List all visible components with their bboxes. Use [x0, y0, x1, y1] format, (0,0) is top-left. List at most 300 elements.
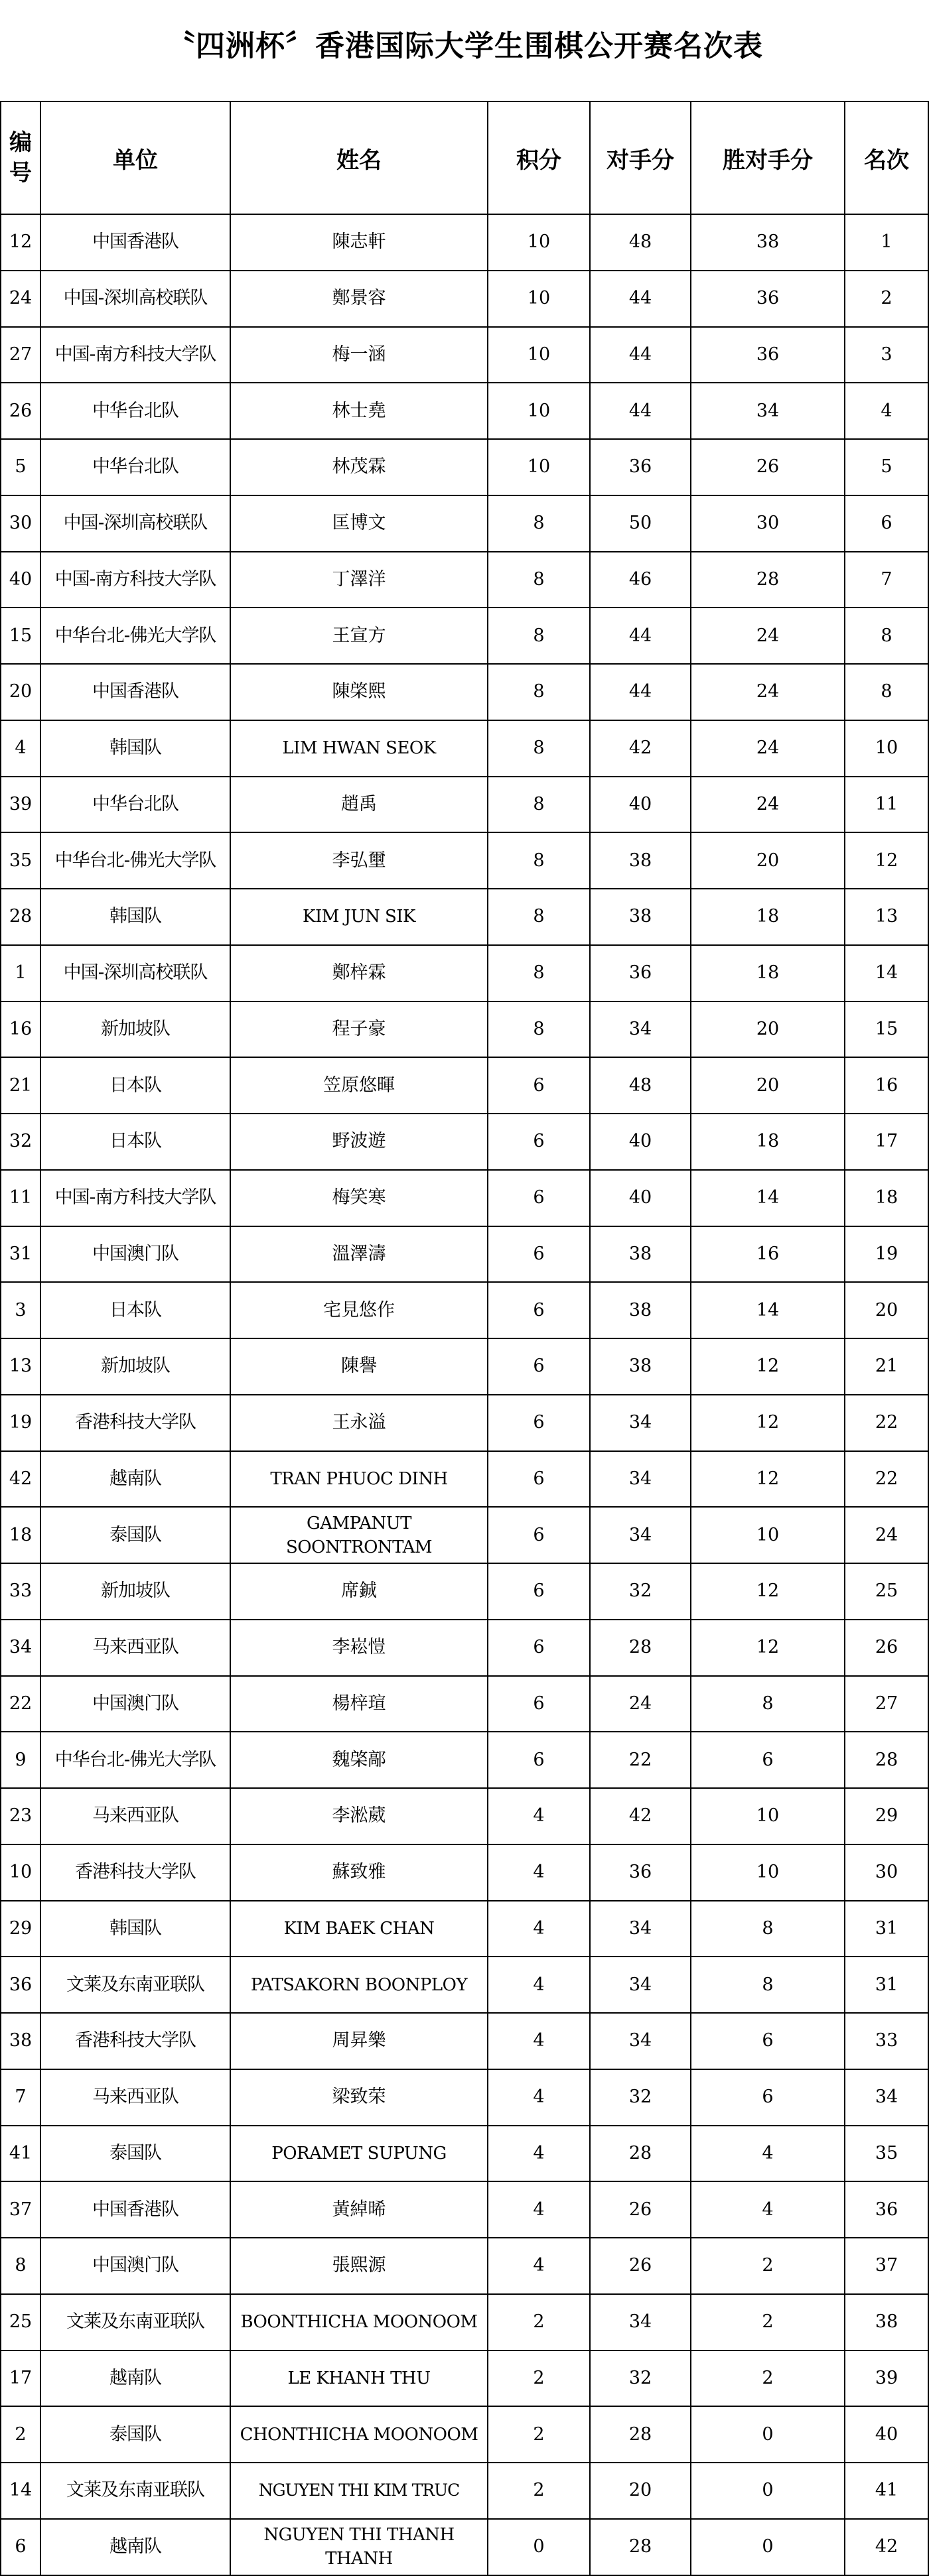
cell-rank: 30 [845, 1844, 928, 1901]
cell-player-name: TRAN PHUOC DINH [230, 1451, 488, 1508]
table-row [1, 1676, 928, 1732]
cell-rank: 35 [845, 2126, 928, 2182]
cell-number: 20 [1, 664, 40, 720]
cell-unit: 文莱及东南亚联队 [40, 2294, 230, 2351]
cell-player-name: GAMPANUT SOONTRONTAM [230, 1507, 488, 1563]
cell-number: 17 [1, 2351, 40, 2407]
cell-opponent-score: 38 [590, 1226, 691, 1283]
cell-win-opponent-score: 0 [691, 2406, 845, 2463]
cell-unit: 新加坡队 [40, 1001, 230, 1058]
cell-unit: 新加坡队 [40, 1338, 230, 1395]
cell-points: 6 [488, 1114, 590, 1170]
table-row [1, 1844, 928, 1901]
cell-opponent-score: 38 [590, 832, 691, 889]
cell-unit: 中华台北队 [40, 439, 230, 495]
cell-rank: 27 [845, 1676, 928, 1732]
cell-opponent-score: 36 [590, 1844, 691, 1901]
cell-number: 41 [1, 2126, 40, 2182]
cell-number: 1 [1, 945, 40, 1001]
cell-win-opponent-score: 38 [691, 214, 845, 271]
table-row [1, 2519, 928, 2575]
cell-rank: 17 [845, 1114, 928, 1170]
cell-rank: 36 [845, 2181, 928, 2238]
cell-rank: 22 [845, 1395, 928, 1451]
cell-points: 6 [488, 1282, 590, 1338]
cell-opponent-score: 40 [590, 777, 691, 833]
cell-rank: 40 [845, 2406, 928, 2463]
cell-win-opponent-score: 0 [691, 2519, 845, 2575]
cell-number: 15 [1, 608, 40, 664]
cell-opponent-score: 34 [590, 1451, 691, 1508]
cell-number: 16 [1, 1001, 40, 1058]
cell-number: 12 [1, 214, 40, 271]
cell-rank: 38 [845, 2294, 928, 2351]
cell-rank: 37 [845, 2238, 928, 2294]
cell-number: 25 [1, 2294, 40, 2351]
cell-points: 8 [488, 664, 590, 720]
table-row [1, 1395, 928, 1451]
table-row [1, 2069, 928, 2126]
cell-rank: 26 [845, 1620, 928, 1676]
cell-player-name: 張熙源 [230, 2238, 488, 2294]
cell-unit: 马来西亚队 [40, 1788, 230, 1844]
cell-unit: 中国-深圳高校联队 [40, 271, 230, 327]
cell-unit: 中国-深圳高校联队 [40, 945, 230, 1001]
cell-points: 0 [488, 2519, 590, 2575]
cell-rank: 41 [845, 2463, 928, 2519]
cell-rank: 31 [845, 1901, 928, 1957]
cell-player-name: 周昇樂 [230, 2013, 488, 2069]
cell-opponent-score: 24 [590, 1676, 691, 1732]
cell-win-opponent-score: 10 [691, 1844, 845, 1901]
cell-win-opponent-score: 20 [691, 832, 845, 889]
cell-win-opponent-score: 24 [691, 720, 845, 777]
cell-points: 6 [488, 1395, 590, 1451]
table-row [1, 1732, 928, 1788]
cell-opponent-score: 36 [590, 439, 691, 495]
cell-win-opponent-score: 8 [691, 1676, 845, 1732]
cell-win-opponent-score: 10 [691, 1507, 845, 1563]
table-row [1, 1057, 928, 1114]
cell-player-name: 笠原悠暉 [230, 1057, 488, 1114]
cell-number: 23 [1, 1788, 40, 1844]
cell-points: 2 [488, 2294, 590, 2351]
cell-win-opponent-score: 4 [691, 2181, 845, 2238]
cell-player-name: CHONTHICHA MOONOOM [230, 2406, 488, 2463]
table-row [1, 1226, 928, 1283]
cell-opponent-score: 28 [590, 2126, 691, 2182]
cell-number: 38 [1, 2013, 40, 2069]
cell-number: 36 [1, 1957, 40, 2013]
table-row [1, 777, 928, 833]
header-opponent-score: 对手分 [590, 101, 691, 214]
cell-rank: 8 [845, 608, 928, 664]
table-row [1, 889, 928, 945]
cell-rank: 25 [845, 1563, 928, 1620]
table-header-row [1, 101, 928, 214]
cell-points: 8 [488, 495, 590, 552]
cell-win-opponent-score: 24 [691, 777, 845, 833]
table-row [1, 2181, 928, 2238]
header-points: 积分 [488, 101, 590, 214]
table-row [1, 271, 928, 327]
cell-player-name: 野波遊 [230, 1114, 488, 1170]
cell-unit: 中华台北队 [40, 777, 230, 833]
cell-unit: 中华台北队 [40, 383, 230, 439]
cell-rank: 16 [845, 1057, 928, 1114]
cell-player-name: 程子豪 [230, 1001, 488, 1058]
cell-opponent-score: 34 [590, 1395, 691, 1451]
table-row [1, 439, 928, 495]
cell-opponent-score: 46 [590, 552, 691, 608]
page-title: 〝四洲杯〞香港国际大学生围棋公开赛名次表 [166, 29, 763, 63]
cell-number: 19 [1, 1395, 40, 1451]
cell-win-opponent-score: 36 [691, 327, 845, 383]
table-row [1, 2406, 928, 2463]
cell-unit: 中华台北-佛光大学队 [40, 1732, 230, 1788]
cell-opponent-score: 42 [590, 1788, 691, 1844]
cell-unit: 中国香港队 [40, 664, 230, 720]
cell-player-name: 梅一涵 [230, 327, 488, 383]
table-row [1, 1114, 928, 1170]
cell-points: 6 [488, 1226, 590, 1283]
cell-opponent-score: 48 [590, 214, 691, 271]
cell-opponent-score: 42 [590, 720, 691, 777]
cell-player-name: 席鋮 [230, 1563, 488, 1620]
cell-rank: 39 [845, 2351, 928, 2407]
cell-unit: 新加坡队 [40, 1563, 230, 1620]
cell-player-name: 蘇致雅 [230, 1844, 488, 1901]
cell-win-opponent-score: 20 [691, 1001, 845, 1058]
cell-unit: 泰国队 [40, 2126, 230, 2182]
cell-number: 10 [1, 1844, 40, 1901]
table-row [1, 1620, 928, 1676]
cell-rank: 4 [845, 383, 928, 439]
cell-opponent-score: 44 [590, 383, 691, 439]
cell-player-name: PORAMET SUPUNG [230, 2126, 488, 2182]
cell-player-name: 李弘壐 [230, 832, 488, 889]
cell-win-opponent-score: 28 [691, 552, 845, 608]
cell-player-name: 溫澤濤 [230, 1226, 488, 1283]
cell-points: 4 [488, 1788, 590, 1844]
cell-rank: 15 [845, 1001, 928, 1058]
cell-player-name: 匡博文 [230, 495, 488, 552]
cell-win-opponent-score: 12 [691, 1395, 845, 1451]
cell-unit: 马来西亚队 [40, 1620, 230, 1676]
cell-number: 24 [1, 271, 40, 327]
cell-rank: 24 [845, 1507, 928, 1563]
cell-unit: 日本队 [40, 1114, 230, 1170]
cell-number: 30 [1, 495, 40, 552]
table-row [1, 495, 928, 552]
cell-player-name: 宅見悠作 [230, 1282, 488, 1338]
cell-unit: 香港科技大学队 [40, 1395, 230, 1451]
cell-win-opponent-score: 12 [691, 1451, 845, 1508]
cell-player-name: KIM JUN SIK [230, 889, 488, 945]
cell-rank: 21 [845, 1338, 928, 1395]
cell-rank: 13 [845, 889, 928, 945]
cell-opponent-score: 50 [590, 495, 691, 552]
cell-win-opponent-score: 24 [691, 608, 845, 664]
cell-win-opponent-score: 24 [691, 664, 845, 720]
cell-unit: 韩国队 [40, 720, 230, 777]
cell-player-name: 陳志軒 [230, 214, 488, 271]
cell-win-opponent-score: 4 [691, 2126, 845, 2182]
cell-opponent-score: 26 [590, 2181, 691, 2238]
cell-opponent-score: 38 [590, 1338, 691, 1395]
table-row [1, 2126, 928, 2182]
cell-points: 6 [488, 1057, 590, 1114]
cell-number: 33 [1, 1563, 40, 1620]
table-row [1, 2013, 928, 2069]
table-row [1, 608, 928, 664]
cell-points: 10 [488, 327, 590, 383]
header-rank: 名次 [845, 101, 928, 214]
cell-points: 6 [488, 1507, 590, 1563]
cell-rank: 2 [845, 271, 928, 327]
cell-win-opponent-score: 12 [691, 1620, 845, 1676]
cell-win-opponent-score: 8 [691, 1901, 845, 1957]
cell-unit: 韩国队 [40, 889, 230, 945]
cell-unit: 中国澳门队 [40, 2238, 230, 2294]
table-row [1, 945, 928, 1001]
cell-points: 8 [488, 832, 590, 889]
cell-opponent-score: 44 [590, 608, 691, 664]
cell-number: 2 [1, 2406, 40, 2463]
cell-win-opponent-score: 20 [691, 1057, 845, 1114]
cell-points: 10 [488, 383, 590, 439]
cell-opponent-score: 48 [590, 1057, 691, 1114]
cell-points: 6 [488, 1451, 590, 1508]
cell-player-name: 王宣方 [230, 608, 488, 664]
cell-unit: 文莱及东南亚联队 [40, 1957, 230, 2013]
cell-player-name: 黃綽晞 [230, 2181, 488, 2238]
cell-points: 2 [488, 2406, 590, 2463]
cell-rank: 33 [845, 2013, 928, 2069]
cell-player-name: 趙禹 [230, 777, 488, 833]
cell-points: 6 [488, 1338, 590, 1395]
cell-opponent-score: 20 [590, 2463, 691, 2519]
cell-number: 18 [1, 1507, 40, 1563]
cell-rank: 20 [845, 1282, 928, 1338]
cell-points: 8 [488, 552, 590, 608]
cell-opponent-score: 22 [590, 1732, 691, 1788]
cell-opponent-score: 38 [590, 889, 691, 945]
table-row [1, 832, 928, 889]
cell-number: 9 [1, 1732, 40, 1788]
cell-points: 4 [488, 2069, 590, 2126]
cell-win-opponent-score: 14 [691, 1282, 845, 1338]
cell-player-name: 陳棨熙 [230, 664, 488, 720]
table-row [1, 1563, 928, 1620]
cell-rank: 11 [845, 777, 928, 833]
cell-opponent-score: 36 [590, 945, 691, 1001]
table-row [1, 1788, 928, 1844]
cell-player-name: 梅笑寒 [230, 1170, 488, 1226]
cell-win-opponent-score: 18 [691, 889, 845, 945]
cell-unit: 泰国队 [40, 1507, 230, 1563]
cell-points: 4 [488, 2238, 590, 2294]
cell-points: 6 [488, 1732, 590, 1788]
table-row [1, 2351, 928, 2407]
header-unit: 单位 [40, 101, 230, 214]
cell-rank: 22 [845, 1451, 928, 1508]
header-number-label: 编号 [9, 129, 32, 186]
cell-points: 4 [488, 2126, 590, 2182]
cell-win-opponent-score: 2 [691, 2294, 845, 2351]
cell-player-name: BOONTHICHA MOONOOM [230, 2294, 488, 2351]
cell-win-opponent-score: 0 [691, 2463, 845, 2519]
cell-opponent-score: 44 [590, 271, 691, 327]
cell-opponent-score: 40 [590, 1114, 691, 1170]
cell-unit: 中国-南方科技大学队 [40, 1170, 230, 1226]
cell-number: 29 [1, 1901, 40, 1957]
cell-win-opponent-score: 8 [691, 1957, 845, 2013]
cell-number: 42 [1, 1451, 40, 1508]
header-number [1, 101, 40, 214]
table-row [1, 664, 928, 720]
cell-win-opponent-score: 2 [691, 2238, 845, 2294]
cell-points: 10 [488, 439, 590, 495]
cell-points: 6 [488, 1620, 590, 1676]
cell-points: 4 [488, 1901, 590, 1957]
cell-player-name: 鄭梓霖 [230, 945, 488, 1001]
cell-rank: 42 [845, 2519, 928, 2575]
cell-win-opponent-score: 2 [691, 2351, 845, 2407]
cell-player-name: PATSAKORN BOONPLOY [230, 1957, 488, 2013]
cell-rank: 10 [845, 720, 928, 777]
cell-points: 4 [488, 2013, 590, 2069]
cell-points: 10 [488, 214, 590, 271]
cell-player-name: LIM HWAN SEOK [230, 720, 488, 777]
cell-player-name: LE KHANH THU [230, 2351, 488, 2407]
table-row [1, 720, 928, 777]
cell-player-name: 丁澤洋 [230, 552, 488, 608]
table-row [1, 1901, 928, 1957]
table-row [1, 1507, 928, 1563]
cell-number: 28 [1, 889, 40, 945]
cell-number: 31 [1, 1226, 40, 1283]
table-row [1, 552, 928, 608]
cell-unit: 中国澳门队 [40, 1226, 230, 1283]
cell-unit: 中华台北-佛光大学队 [40, 832, 230, 889]
cell-points: 8 [488, 777, 590, 833]
cell-points: 8 [488, 1001, 590, 1058]
cell-rank: 18 [845, 1170, 928, 1226]
cell-win-opponent-score: 6 [691, 1732, 845, 1788]
cell-number: 4 [1, 720, 40, 777]
cell-rank: 8 [845, 664, 928, 720]
cell-number: 7 [1, 2069, 40, 2126]
table-row [1, 1338, 928, 1395]
ranking-table [0, 101, 929, 2576]
cell-opponent-score: 34 [590, 2013, 691, 2069]
cell-player-name: 楊梓瑄 [230, 1676, 488, 1732]
cell-points: 2 [488, 2463, 590, 2519]
cell-points: 8 [488, 720, 590, 777]
cell-rank: 31 [845, 1957, 928, 2013]
cell-number: 34 [1, 1620, 40, 1676]
cell-opponent-score: 34 [590, 1957, 691, 2013]
cell-opponent-score: 32 [590, 2069, 691, 2126]
cell-points: 6 [488, 1563, 590, 1620]
cell-player-name: 陳譽 [230, 1338, 488, 1395]
cell-unit: 香港科技大学队 [40, 1844, 230, 1901]
cell-unit: 中国香港队 [40, 214, 230, 271]
cell-points: 10 [488, 271, 590, 327]
cell-player-name: 林士堯 [230, 383, 488, 439]
cell-player-name: NGUYEN THI KIM TRUC [230, 2463, 488, 2519]
cell-rank: 29 [845, 1788, 928, 1844]
cell-rank: 3 [845, 327, 928, 383]
cell-points: 6 [488, 1676, 590, 1732]
cell-win-opponent-score: 6 [691, 2013, 845, 2069]
table-row [1, 1957, 928, 2013]
cell-player-name: 李淞葳 [230, 1788, 488, 1844]
cell-rank: 5 [845, 439, 928, 495]
cell-win-opponent-score: 18 [691, 945, 845, 1001]
cell-number: 26 [1, 383, 40, 439]
cell-number: 40 [1, 552, 40, 608]
cell-number: 14 [1, 2463, 40, 2519]
cell-number: 22 [1, 1676, 40, 1732]
cell-win-opponent-score: 36 [691, 271, 845, 327]
cell-number: 27 [1, 327, 40, 383]
table-row [1, 2238, 928, 2294]
cell-rank: 12 [845, 832, 928, 889]
table-row [1, 1451, 928, 1508]
cell-win-opponent-score: 12 [691, 1338, 845, 1395]
cell-player-name: 鄭景容 [230, 271, 488, 327]
cell-win-opponent-score: 34 [691, 383, 845, 439]
cell-points: 8 [488, 608, 590, 664]
cell-opponent-score: 32 [590, 1563, 691, 1620]
cell-opponent-score: 34 [590, 1001, 691, 1058]
cell-win-opponent-score: 16 [691, 1226, 845, 1283]
cell-win-opponent-score: 30 [691, 495, 845, 552]
cell-number: 6 [1, 2519, 40, 2575]
cell-unit: 韩国队 [40, 1901, 230, 1957]
cell-unit: 中国-南方科技大学队 [40, 327, 230, 383]
cell-opponent-score: 28 [590, 1620, 691, 1676]
cell-player-name: 王永溢 [230, 1395, 488, 1451]
cell-player-name: KIM BAEK CHAN [230, 1901, 488, 1957]
cell-rank: 6 [845, 495, 928, 552]
cell-number: 13 [1, 1338, 40, 1395]
cell-points: 8 [488, 945, 590, 1001]
cell-points: 8 [488, 889, 590, 945]
cell-win-opponent-score: 18 [691, 1114, 845, 1170]
cell-opponent-score: 28 [590, 2519, 691, 2575]
table-row [1, 1170, 928, 1226]
cell-rank: 1 [845, 214, 928, 271]
cell-rank: 19 [845, 1226, 928, 1283]
table-row [1, 1282, 928, 1338]
cell-points: 4 [488, 1844, 590, 1901]
cell-points: 2 [488, 2351, 590, 2407]
cell-unit: 泰国队 [40, 2406, 230, 2463]
cell-win-opponent-score: 14 [691, 1170, 845, 1226]
cell-rank: 34 [845, 2069, 928, 2126]
cell-rank: 7 [845, 552, 928, 608]
cell-number: 21 [1, 1057, 40, 1114]
cell-win-opponent-score: 6 [691, 2069, 845, 2126]
cell-unit: 越南队 [40, 2351, 230, 2407]
cell-unit: 中华台北-佛光大学队 [40, 608, 230, 664]
cell-opponent-score: 34 [590, 1507, 691, 1563]
cell-opponent-score: 44 [590, 664, 691, 720]
cell-player-name: 魏棨鄗 [230, 1732, 488, 1788]
